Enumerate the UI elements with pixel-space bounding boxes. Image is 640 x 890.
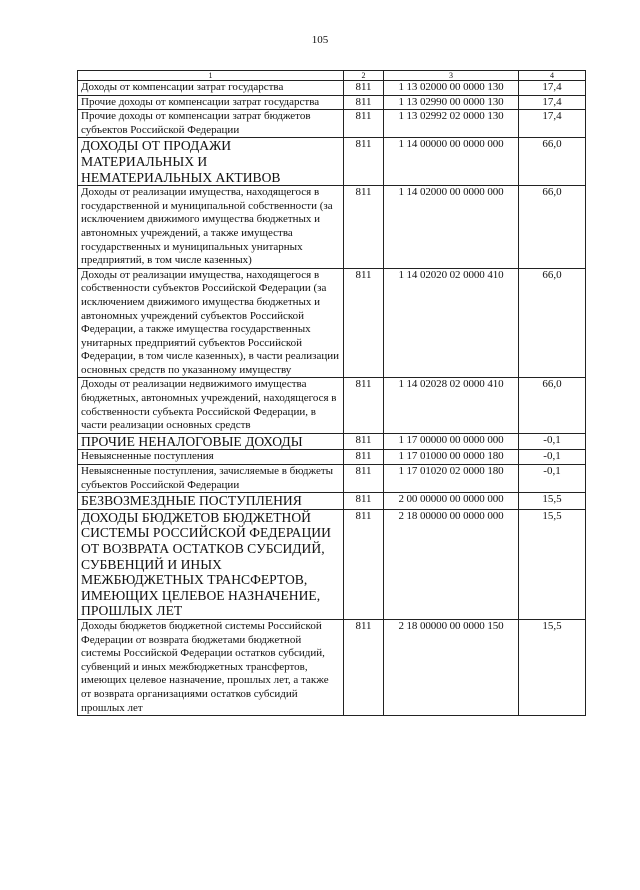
row-name-cell: Доходы от реализации недвижимого имущества бюджетных, автономных учреждений, находящегося в собственности субъекта Российской Федерации, в части реализации основных средств — [78, 378, 344, 433]
row-budget-code-cell: 1 17 01020 02 0000 180 — [384, 465, 519, 493]
revenue-table-body — [78, 71, 586, 716]
table-header-row — [78, 71, 586, 81]
table-row — [78, 450, 586, 465]
row-amount-cell: 17,4 — [519, 81, 586, 96]
column-header-2: 2 — [344, 71, 384, 81]
row-admin-code-cell: 811 — [344, 619, 384, 715]
row-amount-cell: -0,1 — [519, 450, 586, 465]
row-budget-code-cell: 2 18 00000 00 0000 000 — [384, 509, 519, 619]
row-admin-code-cell: 811 — [344, 110, 384, 138]
row-name-cell: БЕЗВОЗМЕЗДНЫЕ ПОСТУПЛЕНИЯ — [78, 493, 344, 510]
row-admin-code-cell: 811 — [344, 378, 384, 433]
row-amount-cell: 15,5 — [519, 493, 586, 510]
row-budget-code-cell: 1 14 02020 02 0000 410 — [384, 268, 519, 378]
row-admin-code-cell: 811 — [344, 450, 384, 465]
row-name-cell: Прочие доходы от компенсации затрат государства — [78, 95, 344, 110]
row-admin-code-cell: 811 — [344, 493, 384, 510]
row-admin-code-cell: 811 — [344, 465, 384, 493]
table-row — [78, 81, 586, 96]
row-name-cell: ПРОЧИЕ НЕНАЛОГОВЫЕ ДОХОДЫ — [78, 433, 344, 450]
table-row — [78, 378, 586, 433]
row-budget-code-cell: 1 13 02990 00 0000 130 — [384, 95, 519, 110]
row-budget-code-cell: 2 00 00000 00 0000 000 — [384, 493, 519, 510]
row-amount-cell: 66,0 — [519, 378, 586, 433]
table-row — [78, 138, 586, 186]
row-budget-code-cell: 1 14 02000 00 0000 000 — [384, 186, 519, 269]
row-amount-cell: 15,5 — [519, 509, 586, 619]
revenue-table — [77, 70, 586, 716]
row-admin-code-cell: 811 — [344, 95, 384, 110]
row-budget-code-cell: 1 14 02028 02 0000 410 — [384, 378, 519, 433]
row-admin-code-cell: 811 — [344, 433, 384, 450]
row-amount-cell: 17,4 — [519, 110, 586, 138]
row-amount-cell: 17,4 — [519, 95, 586, 110]
table-row — [78, 465, 586, 493]
row-name-cell: Доходы от реализации имущества, находящегося в собственности субъектов Российской Федерации (за исключением движимого имущества бюджетных и автономных учреждений субъектов Российской Федерации, а также имущества государственных унитарных предприятий субъектов Российской Федерации, в том числе казенных), в части реализации основных средств по указанному имуществу — [78, 268, 344, 378]
table-row — [78, 433, 586, 450]
column-header-4: 4 — [519, 71, 586, 81]
page-number: 105 — [311, 34, 329, 46]
row-admin-code-cell: 811 — [344, 268, 384, 378]
row-admin-code-cell: 811 — [344, 509, 384, 619]
table-row — [78, 619, 586, 715]
table-row — [78, 95, 586, 110]
row-name-cell: Доходы от компенсации затрат государства — [78, 81, 344, 96]
table-row — [78, 268, 586, 378]
row-amount-cell: -0,1 — [519, 465, 586, 493]
table-row — [78, 493, 586, 510]
row-budget-code-cell: 1 17 01000 00 0000 180 — [384, 450, 519, 465]
row-name-cell: ДОХОДЫ ОТ ПРОДАЖИ МАТЕРИАЛЬНЫХ И НЕМАТЕРИАЛЬНЫХ АКТИВОВ — [78, 138, 344, 186]
column-header-1: 1 — [78, 71, 344, 81]
table-row — [78, 509, 586, 619]
row-name-cell: Невыясненные поступления — [78, 450, 344, 465]
row-amount-cell: -0,1 — [519, 433, 586, 450]
row-amount-cell: 15,5 — [519, 619, 586, 715]
column-header-3: 3 — [384, 71, 519, 81]
row-amount-cell: 66,0 — [519, 268, 586, 378]
table-row — [78, 186, 586, 269]
row-budget-code-cell: 2 18 00000 00 0000 150 — [384, 619, 519, 715]
row-budget-code-cell: 1 17 00000 00 0000 000 — [384, 433, 519, 450]
row-name-cell: ДОХОДЫ БЮДЖЕТОВ БЮДЖЕТНОЙ СИСТЕМЫ РОССИЙСКОЙ ФЕДЕРАЦИИ ОТ ВОЗВРАТА ОСТАТКОВ СУБСИДИЙ, СУБВЕНЦИЙ И ИНЫХ МЕЖБЮДЖЕТНЫХ ТРАНСФЕРТОВ, ИМЕЮЩИХ ЦЕЛЕВОЕ НАЗНАЧЕНИЕ, ПРОШЛЫХ ЛЕТ — [78, 509, 344, 619]
row-budget-code-cell: 1 13 02000 00 0000 130 — [384, 81, 519, 96]
row-name-cell: Доходы бюджетов бюджетной системы Российской Федерации от возврата бюджетами бюджетной системы Российской Федерации остатков субсидий, субвенций и иных межбюджетных трансфертов, имеющих целевое назначение, прошлых лет, а также от возврата организациями остатков субсидий прошлых лет — [78, 619, 344, 715]
row-admin-code-cell: 811 — [344, 138, 384, 186]
row-name-cell: Прочие доходы от компенсации затрат бюджетов субъектов Российской Федерации — [78, 110, 344, 138]
row-budget-code-cell: 1 14 00000 00 0000 000 — [384, 138, 519, 186]
row-budget-code-cell: 1 13 02992 02 0000 130 — [384, 110, 519, 138]
row-name-cell: Доходы от реализации имущества, находящегося в государственной и муниципальной собственности (за исключением движимого имущества бюджетных и автономных учреждений, а также имущества государственных и муниципальных унитарных предприятий, в том числе казенных) — [78, 186, 344, 269]
row-admin-code-cell: 811 — [344, 81, 384, 96]
row-name-cell: Невыясненные поступления, зачисляемые в бюджеты субъектов Российской Федерации — [78, 465, 344, 493]
row-admin-code-cell: 811 — [344, 186, 384, 269]
row-amount-cell: 66,0 — [519, 186, 586, 269]
row-amount-cell: 66,0 — [519, 138, 586, 186]
table-row — [78, 110, 586, 138]
